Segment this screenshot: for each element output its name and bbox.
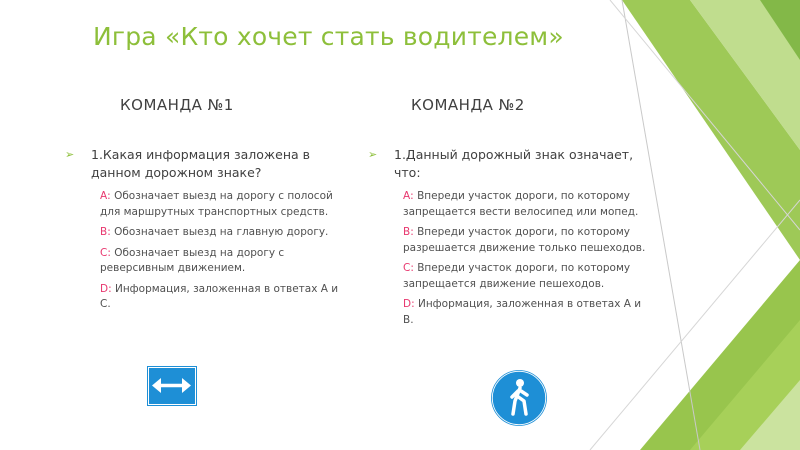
answer-letter: С: bbox=[403, 262, 414, 274]
answer-text: Обозначает выезд на дорогу с полосой для маршрутных транспортных средств. bbox=[100, 190, 333, 218]
answer-a bbox=[403, 189, 653, 220]
answer-text: Впереди участок дороги, по которому разрешается движение только пешеходов. bbox=[403, 226, 646, 254]
team2-column bbox=[368, 146, 653, 333]
answer-b bbox=[403, 225, 653, 256]
answer-text: Информация, заложенная в ответах А и С. bbox=[100, 282, 339, 310]
team1-title: КОМАНДА №1 bbox=[120, 96, 234, 114]
answer-c bbox=[403, 261, 653, 292]
answer-d bbox=[100, 282, 340, 313]
answer-letter: D: bbox=[100, 282, 112, 295]
answer-b bbox=[100, 225, 340, 241]
team1-question bbox=[65, 146, 340, 182]
answer-letter: А: bbox=[100, 190, 111, 202]
arrow-bullet-icon: ➢ bbox=[65, 148, 75, 161]
answer-letter: В: bbox=[403, 226, 414, 238]
pedestrian-path-sign-icon bbox=[491, 370, 547, 426]
answer-text: Впереди участок дороги, по которому запрещается вести велосипед или мопед. bbox=[403, 190, 639, 218]
two-way-arrow-sign-icon bbox=[148, 367, 196, 405]
answer-c bbox=[100, 246, 340, 277]
team2-question-text: 1.Данный дорожный знак означает, что: bbox=[394, 147, 634, 180]
answer-text: Обозначает выезд на главную дорогу. bbox=[110, 226, 329, 238]
answer-letter: С: bbox=[100, 246, 111, 259]
answer-letter: В: bbox=[100, 226, 111, 238]
arrow-bullet-icon: ➢ bbox=[368, 148, 378, 161]
team2-title: КОМАНДА №2 bbox=[411, 96, 525, 114]
answer-text: Обозначает выезд на дорогу с реверсивным движением. bbox=[100, 246, 285, 274]
team1-column bbox=[65, 146, 340, 318]
answer-letter: А: bbox=[403, 190, 414, 202]
team2-answers bbox=[368, 189, 653, 328]
answer-text: Информация, заложенная в ответах А и В. bbox=[403, 298, 642, 326]
team1-question-text: 1.Какая информация заложена в данном дорожном знаке? bbox=[91, 147, 311, 180]
answer-text: Впереди участок дороги, по которому запрещается движение пешеходов. bbox=[403, 262, 631, 290]
answer-letter: D: bbox=[403, 298, 415, 310]
page-title: Игра «Кто хочет стать водителем» bbox=[93, 22, 564, 51]
team2-question bbox=[368, 146, 653, 182]
team1-answers bbox=[65, 189, 340, 313]
answer-a bbox=[100, 189, 340, 220]
answer-d bbox=[403, 297, 653, 328]
